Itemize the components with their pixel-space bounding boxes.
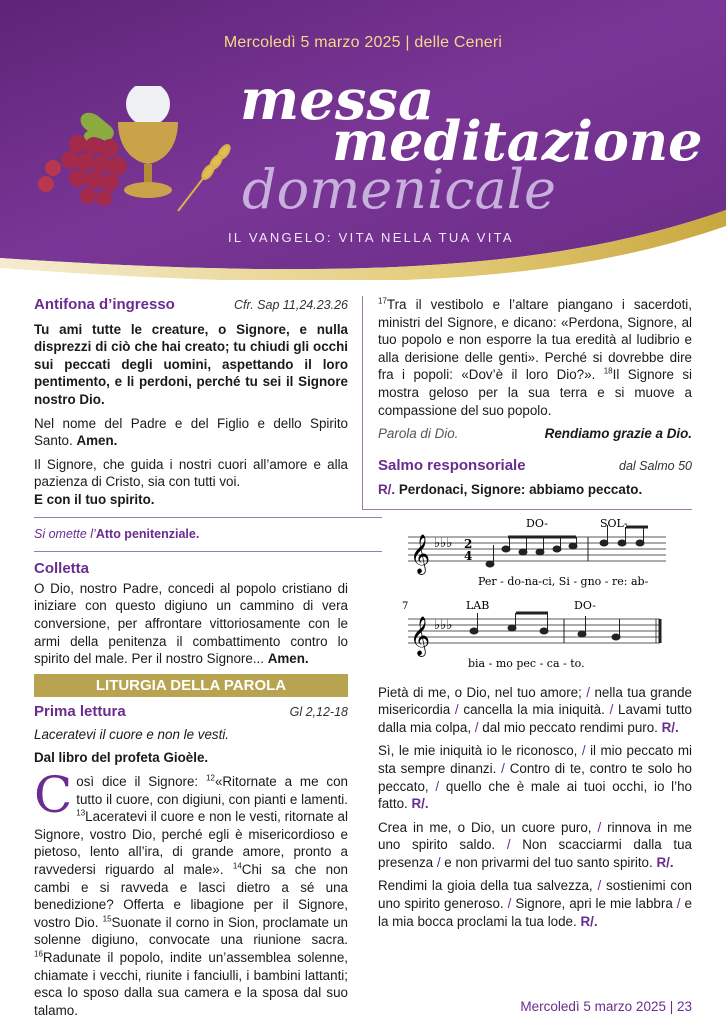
stanza-line: quello che è male ai tuoi occhi, io l’ho fatto. [378,778,692,812]
salmo-ref: dal Salmo 50 [619,458,692,473]
music-score [378,513,668,673]
omette-prefix: Si omette l’ [34,526,96,541]
r-label: R/. [580,913,598,929]
column-divider [362,296,363,510]
header-tagline: IL VANGELO: VITA NELLA TUA VITA [228,230,514,245]
salmo-stanza-4: Rendimi la gioia della tua salvezza, / sostienimi con uno spirito generoso. / Signore, apri le mie labbra / e la mia bocca proclami la tua lode. R/. [378,878,692,929]
salmo-stanza-2: Sì, le mie iniquità io le riconosco, / il mio peccato mi sta sempre dinanzi. / Contro di te, contro te solo ho peccato, / quello che è male ai tuoi occhi, io l’ho fatto. R/. [378,743,692,812]
verse-number: 18 [603,366,613,376]
stanza-line: Contro di te, contro te solo ho peccato, [378,760,692,794]
antifona-heading: Antifona d’ingresso [34,296,175,313]
lyrics-line-2: bia - mo pec - ca - to. [468,656,585,670]
rendiamo-grazie: Rendiamo grazie a Dio. [544,426,692,442]
stanza-line: Pietà di me, o Dio, nel tuo amore; [378,684,582,700]
chord-label: LAB [466,598,490,612]
verse-number: 13 [76,808,86,818]
dropcap: C [34,766,73,825]
salmo-header [378,457,692,476]
refrain-text: Perdonaci, Signore: abbiamo peccato. [398,482,643,498]
treble-clef-icon: 𝄞 [410,533,431,574]
greeting-response: E con il tuo spirito. [34,491,155,507]
notes-2 [470,613,620,643]
stanza-line: rinnova in me uno spirito saldo. [378,819,692,853]
colletta-text [34,580,348,668]
treble-clef-icon: 𝄞 [410,615,431,656]
stanza-line: Non scacciarmi dalla tua presenza [378,837,693,870]
antifona-ref: Cfr. Sap 11,24.23.26 [234,298,348,312]
time-sig-bottom: 4 [464,548,473,563]
header-banner [0,0,726,280]
verse-number: 17 [378,296,387,306]
chord-label: SOL- [600,516,628,530]
section-rule [34,517,382,518]
prima-lettura-header [34,703,348,722]
reading-fragment: Tra il vestibolo e l’altare piangano i sacerdoti, ministri del Signore, e dicano: «Perdona, Signore, al tuo popolo e non esporre la tua eredità al ludibrio e alla derisione delle genti». Perché si dovrebbe dire fra i popoli: «Dov’è il loro Dio?». [378,297,692,383]
reading-fragment: «Ritornate a me con tutto il cuore, con digiuni, con pianti e lamenti. [76,774,348,807]
verse-number: 15 [102,914,112,924]
verse-number: 14 [232,861,242,871]
r-label: R/. [411,796,429,812]
omette-bold: Atto penitenziale. [95,526,200,541]
prima-lettura-continued [378,296,692,419]
section-rule [34,551,382,552]
title-domenicale: domenicale [242,158,556,221]
reading-fragment: Laceratevi il cuore e non le vesti, ritornate al Signore, vostro Dio, perché egli è misericordioso e pietoso, lento all’ira, di grande amore, pronto a ravvedersi riguardo al male». [34,809,348,878]
stanza-line: Signore, apri le mie labbra [515,896,673,912]
left-column [34,296,348,1025]
omette-note [34,526,348,544]
verse-number: 16 [34,949,43,959]
reading-fragment: osì dice il Signore: [76,774,207,790]
stanza-line: e non privarmi del tuo santo spirito. [444,854,653,870]
reading-fragment: Suonate il corno in Sion, proclamate un solenne digiuno, convocate una riunione sacra. [34,914,348,948]
colletta-body: O Dio, nostro Padre, concedi al popolo cristiano di iniziare con questo digiuno un cammino di vera conversione, per affrontare vittoriosamente con le armi della penitenza il combattimento contro lo spirito del male. Per il nostro Signore... [34,580,348,667]
flat-icon: ♭♭♭ [434,617,453,633]
prima-lettura-heading: Prima lettura [34,703,126,721]
title-messa: messa [240,67,435,133]
reading-fragment: Chi sa che non cambi e si ravveda e lasci dietro a sé una benedizione? Offerta e libagione per il Signore, vostro Dio. [34,862,348,930]
antifona-text: Tu ami tutte le creature, o Signore, e nulla disprezzi di ciò che hai creato; tu chiudi gli occhi sui peccati degli uomini, aspettando il loro pentimento, e li perdoni, perché tu sei il Signore nostro Dio. [34,321,348,407]
header-date-line: Mercoledì 5 marzo 2025 | delle Ceneri [223,34,503,51]
salmo-refrain [378,481,692,499]
stanza-line: nella tua grande misericordia [378,684,692,718]
sign-of-cross [34,415,348,450]
chalice-grapes-illustration [28,86,238,216]
stanza-line: Crea in me, o Dio, un cuore puro, [378,819,592,835]
liturgia-band: LITURGIA DELLA PAROLA [34,674,348,698]
lyrics-line-1: Per - do-na-ci, Si - gno - re: ab- [478,574,649,588]
colletta-heading: Colletta [34,560,90,578]
prima-lettura-text [34,766,348,1019]
stanza-line: e la mia bocca proclami la tua lode. [378,896,692,929]
sign-amen: Amen. [76,433,118,449]
verse-number: 12 [206,773,215,783]
salmo-stanza-3: Crea in me, o Dio, un cuore puro, / rinnova in me uno spirito saldo. / Non scacciarmi dalla tua presenza / e non privarmi del tuo santo spirito. R/. [378,819,693,870]
reading-fragment: Radunate il popolo, indite un’assemblea solenne, chiamate i vecchi, riunite i fanciulli, i bambini lattanti; esca lo sposo dalla sua camera e la sposa dal suo talamo. [34,950,348,1018]
greeting: Il Signore, che guida i nostri cuori all’amore e alla pazienza di Cristo, sia con tutti voi. [34,456,348,490]
r-label: R/. [661,719,679,735]
prima-lettura-subtitle: Laceratevi il cuore e non le vesti. [34,726,230,742]
chord-label: DO- [526,516,548,530]
sign-text: Nel nome del Padre e del Figlio e dello Spirito Santo. [34,415,348,449]
page-footer: Mercoledì 5 marzo 2025 | 23 [520,999,692,1014]
stanza-line: Rendimi la gioia della tua salvezza, [378,878,593,894]
measure-number: 7 [402,600,409,612]
flat-icon: ♭♭♭ [434,535,453,551]
r-label: R/. [656,854,674,870]
time-sig-top: 2 [464,536,473,551]
parola-di-dio: Parola di Dio. [378,426,459,442]
reading-fragment: Il Signore si mostra geloso per la sua terra e si muove a compassione del suo popolo. [378,367,692,418]
right-column [378,296,692,936]
r-label: R/. [378,482,396,498]
parola-line [378,425,692,443]
antifona-header [34,296,348,315]
stanza-line: dal mio peccato rendimi puro. [482,719,658,735]
colletta-amen: Amen. [267,651,309,667]
stanza-line: cancella la mia iniquità. [463,702,605,718]
stanza-line: sostienimi con uno spirito generoso. [378,878,692,912]
prima-lettura-ref: Gl 2,12-18 [289,705,348,720]
prima-lettura-source: Dal libro del profeta Gioèle. [34,750,209,766]
salmo-stanza-1: Pietà di me, o Dio, nel tuo amore; / nella tua grande misericordia / cancella la mia iniquità. / Lavami tutto dalla mia colpa, / dal mio peccato rendimi puro. R/. [378,684,692,735]
stanza-line: il mio peccato mi sta sempre dinanzi. [378,743,692,776]
stanza-line: Sì, le mie iniquità io le riconosco, [378,743,578,759]
salmo-heading: Salmo responsoriale [378,456,526,474]
title-meditazione: meditazione [332,109,703,173]
chord-label: DO- [574,598,596,612]
stanza-line: Lavami tutto dalla mia colpa, [378,702,692,735]
